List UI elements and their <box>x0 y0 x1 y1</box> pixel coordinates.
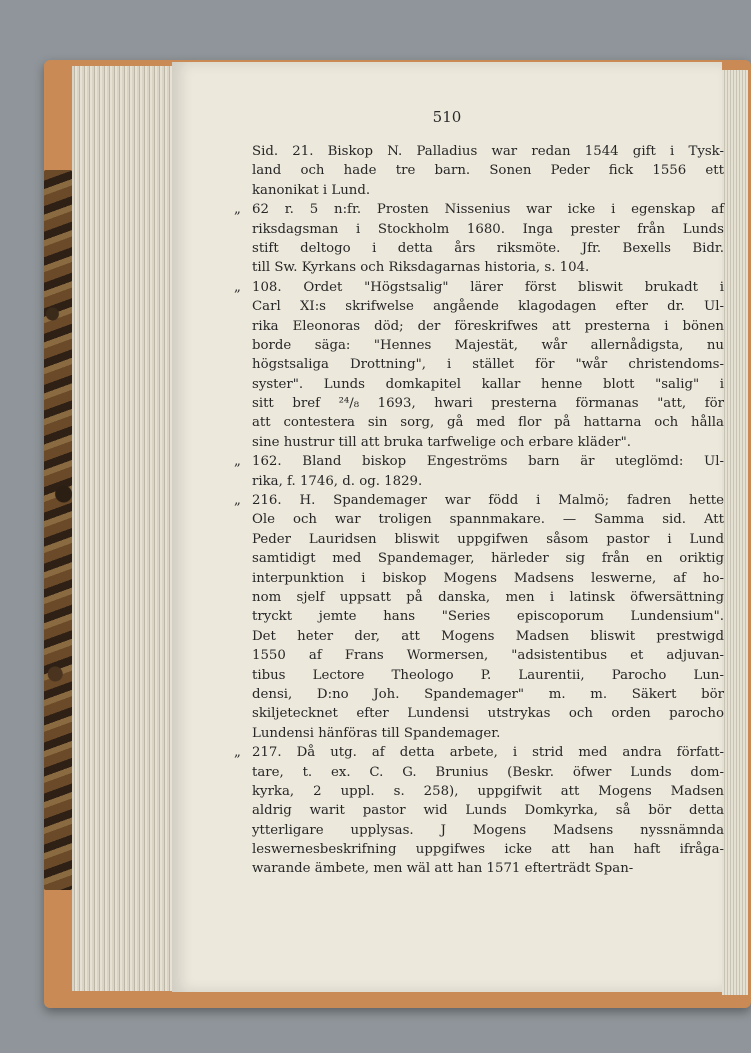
text-line-wrap <box>252 549 724 568</box>
text-line-wrap <box>234 278 724 297</box>
ditto-mark: „ <box>234 279 241 295</box>
text-line-wrap <box>252 181 724 200</box>
text-line-wrap <box>252 782 724 801</box>
text-line-wrap <box>252 375 724 394</box>
text-line-wrap <box>252 704 724 723</box>
text-line: Ole och war troligen spannmakare. — Samma sid. Att <box>252 512 724 528</box>
text-line: Carl XI:s skrifwelse angående klagodagen efter dr. Ul- <box>252 299 724 315</box>
text-line: rika Eleonoras död; der föreskrifwes att presterna i bönen <box>252 318 724 334</box>
text-line-wrap <box>234 743 724 762</box>
text-line-wrap <box>252 607 724 626</box>
text-line: skiljetecknet efter Lundensi utstrykas och orden parocho <box>252 706 724 722</box>
text-line: stift deltogo i detta års riksmöte. Jfr. Bexells Bidr. <box>252 240 724 256</box>
text-line-wrap <box>252 840 724 859</box>
ditto-mark: „ <box>234 454 241 470</box>
text-line: tibus Lectore Theologo P. Laurentii, Parocho Lun- <box>252 667 724 683</box>
page-stack-left <box>72 66 173 991</box>
text-line-wrap <box>252 569 724 588</box>
text-line-wrap <box>252 510 724 529</box>
ditto-mark: „ <box>234 202 241 218</box>
text-line: Lundensi hänföras till Spandemager. <box>252 725 501 741</box>
text-line: interpunktion i biskop Mogens Madsens leswerne, af ho- <box>252 570 724 586</box>
text-line-wrap <box>252 627 724 646</box>
text-line-wrap <box>252 724 724 743</box>
text-line: rika, f. 1746, d. og. 1829. <box>252 473 423 489</box>
text-line-wrap <box>252 297 724 316</box>
text-line: att contestera sin sorg, gå med flor på hattarna och hålla <box>252 415 724 431</box>
text-line-wrap <box>234 452 724 471</box>
text-line: land och hade tre barn. Sonen Peder fick 1556 ett <box>252 163 724 179</box>
page-number: 510 <box>432 108 462 126</box>
text-line-wrap <box>252 336 724 355</box>
text-line: Peder Lauridsen bliswit uppgifwen såsom pastor i Lund <box>252 531 724 547</box>
text-line-wrap <box>234 491 724 510</box>
text-line: tare, t. ex. C. G. Brunius (Beskr. öfwer Lunds dom- <box>252 764 724 780</box>
text-line: aldrig warit pastor wid Lunds Domkyrka, så bör detta <box>252 803 724 819</box>
text-line-wrap <box>252 258 724 277</box>
text-line: warande ämbete, men wäl att han 1571 efterträdt Span- <box>252 861 634 877</box>
text-line-wrap <box>234 200 724 219</box>
text-line: 216. H. Spandemager war född i Malmö; fadren hette <box>252 493 724 509</box>
text-line: tryckt jemte hans "Series episcoporum Lundensium". <box>252 609 724 625</box>
text-line: kanonikat i Lund. <box>252 182 371 198</box>
text-line-wrap <box>252 472 724 491</box>
text-line-wrap <box>252 763 724 782</box>
text-line: ytterligare upplysas. J Mogens Madsens nyssnämnda <box>252 822 724 838</box>
text-line: 108. Ordet "Högstsalig" lärer först bliswit brukadt i <box>252 279 724 295</box>
text-line-wrap <box>252 317 724 336</box>
text-line: kyrka, 2 uppl. s. 258), uppgifwit att Mogens Madsen <box>252 783 724 799</box>
book-page <box>172 62 722 992</box>
text-line: högstsaliga Drottning", i stället för "wår christendoms- <box>252 357 724 373</box>
text-line: densi, D:no Joh. Spandemager" m. m. Säkert bör <box>252 686 724 702</box>
page-text <box>234 142 724 879</box>
text-line: riksdagsman i Stockholm 1680. Inga prester från Lunds <box>252 221 724 237</box>
text-line-wrap <box>252 821 724 840</box>
text-line-wrap <box>252 801 724 820</box>
text-line: Sid. 21. Biskop N. Palladius war redan 1544 gift i Tysk- <box>252 144 724 159</box>
text-line: till Sw. Kyrkans och Riksdagarnas historia, s. 104. <box>252 260 590 276</box>
text-line-wrap <box>252 413 724 432</box>
text-line: 162. Bland biskop Engeströms barn är uteglömd: Ul- <box>252 454 724 470</box>
text-line-wrap <box>252 394 724 413</box>
text-line: 217. Då utg. af detta arbete, i strid med andra författ- <box>252 745 724 761</box>
text-line-wrap <box>252 530 724 549</box>
text-line: borde säga: "Hennes Majestät, wår allernådigsta, nu <box>252 337 724 353</box>
text-line-wrap <box>252 142 724 161</box>
text-line-wrap <box>252 666 724 685</box>
text-line: nom sjelf uppsatt på danska, men i latinsk öfwersättning <box>252 589 724 605</box>
text-line-wrap <box>252 646 724 665</box>
ditto-mark: „ <box>234 493 241 509</box>
text-line: 1550 af Frans Wormersen, "adsistentibus et adjuvan- <box>252 648 724 664</box>
text-line-wrap <box>252 355 724 374</box>
text-line: samtidigt med Spandemager, härleder sig från en oriktig <box>252 551 724 567</box>
text-line: leswernesbeskrifning uppgifwes icke att han haft ifråga- <box>252 842 724 858</box>
text-line-wrap <box>252 220 724 239</box>
text-line: 62 r. 5 n:fr. Prosten Nissenius war icke i egenskap af <box>252 202 724 218</box>
text-line-wrap <box>252 239 724 258</box>
text-line-wrap <box>252 685 724 704</box>
text-line: Det heter der, att Mogens Madsen bliswit prestwigd <box>252 628 724 644</box>
text-line: syster". Lunds domkapitel kallar henne blott "salig" i <box>252 376 724 392</box>
text-line: sine hustrur till att bruka tarfwelige och erbare kläder". <box>252 434 631 450</box>
ditto-mark: „ <box>234 745 241 761</box>
text-line-wrap <box>252 859 724 878</box>
page-stack-right <box>722 70 748 995</box>
text-line: sitt bref ²⁴/₈ 1693, hwari presterna förmanas "att, för <box>252 396 724 412</box>
text-line-wrap <box>252 588 724 607</box>
text-line-wrap <box>252 433 724 452</box>
text-line-wrap <box>252 161 724 180</box>
marbled-edge <box>44 170 72 890</box>
